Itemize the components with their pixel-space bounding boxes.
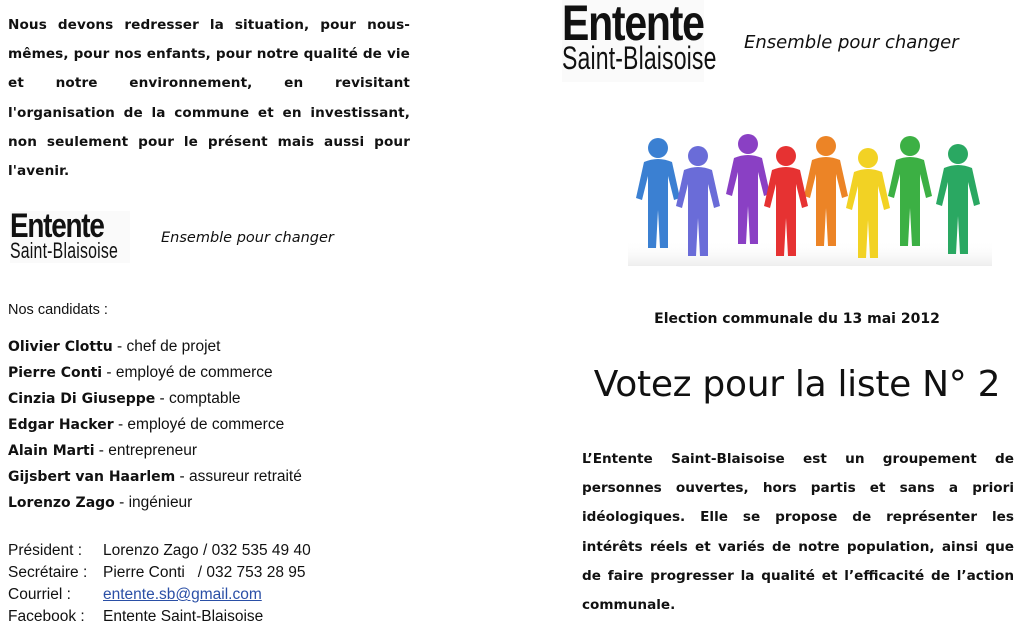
contact-label: Facebook : bbox=[8, 608, 85, 625]
candidate-name: Lorenzo Zago bbox=[8, 495, 115, 511]
candidate-item bbox=[8, 492, 302, 518]
contact-value: Pierre Conti / 032 753 28 95 bbox=[103, 564, 306, 581]
candidate-role: - entrepreneur bbox=[94, 442, 198, 459]
contact-facebook bbox=[8, 607, 311, 629]
tagline-left: Ensemble pour changer bbox=[161, 230, 334, 246]
contact-label: Courriel : bbox=[8, 586, 71, 603]
candidate-name: Gijsbert van Haarlem bbox=[8, 469, 176, 485]
candidate-name: Alain Marti bbox=[8, 443, 95, 459]
candidate-role: - assureur retraité bbox=[175, 468, 302, 485]
contact-value: Lorenzo Zago / 032 535 49 40 bbox=[103, 542, 311, 559]
contact-label: Président : bbox=[8, 542, 83, 559]
candidate-name: Cinzia Di Giuseppe bbox=[8, 391, 156, 407]
description-paragraph: L’Entente Saint-Blaisoise est un groupement de personnes ouvertes, hors partis et sans a priori idéologiques. Elle se propose de représenter les intérêts réels et variés de notre population, ainsi que de faire progresser la qualité et l’efficacité de l’action communale. bbox=[582, 451, 1014, 614]
intro-paragraph: Nous devons redresser la situation, pour nous-mêmes, pour nos enfants, pour notre qualité de vie et notre environnement, en revisitant l'organisation de la commune et en investissant, non seulement pour le présent mais aussi pour l'avenir. bbox=[8, 17, 410, 180]
candidate-name: Edgar Hacker bbox=[8, 417, 114, 433]
contacts bbox=[8, 541, 311, 629]
candidate-item bbox=[8, 466, 302, 492]
people-figures-image bbox=[628, 130, 992, 266]
logo-entente-left bbox=[10, 207, 130, 263]
candidate-item bbox=[8, 362, 302, 388]
candidates-list bbox=[8, 336, 302, 518]
candidate-name: Pierre Conti bbox=[8, 365, 103, 381]
logo-line1: Entente bbox=[10, 207, 104, 245]
candidate-role: - comptable bbox=[155, 390, 241, 407]
contact-email bbox=[8, 585, 311, 607]
election-date: Election communale du 13 mai 2012 bbox=[654, 311, 940, 327]
candidate-item bbox=[8, 414, 302, 440]
people-figures-icon bbox=[628, 130, 992, 266]
candidate-name: Olivier Clottu bbox=[8, 339, 113, 355]
candidate-item bbox=[8, 336, 302, 362]
contact-value: Entente Saint-Blaisoise bbox=[103, 608, 264, 625]
vote-heading: Votez pour la liste N° 2 bbox=[593, 364, 1001, 405]
candidate-item bbox=[8, 440, 302, 466]
tagline-right: Ensemble pour changer bbox=[744, 32, 959, 53]
candidate-role: - employé de commerce bbox=[113, 416, 285, 433]
contact-label: Secrétaire : bbox=[8, 564, 88, 581]
candidate-role: - employé de commerce bbox=[102, 364, 273, 381]
contact-secretary bbox=[8, 563, 311, 585]
logo-line1: Entente bbox=[562, 0, 704, 51]
candidate-item bbox=[8, 388, 302, 414]
logo-entente-right bbox=[562, 0, 717, 82]
logo-line2: Saint-Blaisoise bbox=[10, 238, 119, 263]
email-link[interactable]: entente.sb@gmail.com bbox=[103, 586, 262, 603]
candidate-role: - chef de projet bbox=[112, 338, 221, 355]
candidate-role: - ingénieur bbox=[114, 494, 193, 511]
candidates-heading: Nos candidats : bbox=[8, 302, 108, 318]
logo-line2: Saint-Blaisoise bbox=[562, 40, 717, 76]
contact-president bbox=[8, 541, 311, 563]
